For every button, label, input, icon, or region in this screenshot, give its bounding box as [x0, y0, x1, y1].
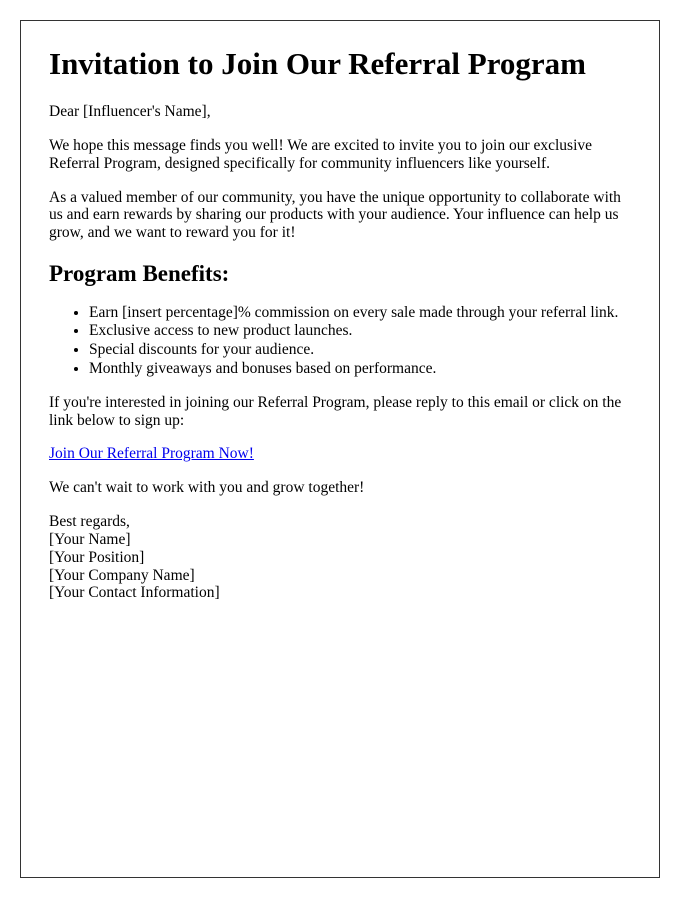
opportunity-paragraph: As a valued member of our community, you have the unique opportunity to collaborate with us and earn rewards by sharing our products with your audience. Your influence can help us grow, and we want to reward you for it! — [49, 188, 621, 242]
benefits-heading: Program Benefits: — [49, 260, 230, 286]
benefit-item: • Exclusive access to new product launches. — [89, 322, 631, 340]
signature-block — [49, 513, 631, 602]
intro-paragraph: We hope this message finds you well! We are excited to invite you to join our exclusive Referral Program, designed specifically for community influencers like yourself. — [49, 136, 593, 172]
signature-name: [Your Name] — [49, 530, 131, 548]
letter-page — [20, 20, 660, 878]
benefits-list — [49, 304, 631, 378]
cta-paragraph: If you're interested in joining our Referral Program, please reply to this email or click on the link below to sign up: — [49, 393, 622, 429]
benefit-item: • Special discounts for your audience. — [89, 341, 631, 359]
closing-paragraph: We can't wait to work with you and grow together! — [49, 479, 365, 497]
signature-company: [Your Company Name] — [49, 566, 195, 584]
signoff: Best regards, — [49, 513, 130, 531]
greeting: Dear [Influencer's Name], — [49, 103, 211, 121]
signature-position: [Your Position] — [49, 548, 145, 566]
letter-title: Invitation to Join Our Referral Program — [49, 46, 586, 81]
benefit-item: • Monthly giveaways and bonuses based on performance. — [89, 360, 631, 378]
signature-contact: [Your Contact Information] — [49, 584, 220, 602]
signup-link-wrapper — [49, 445, 631, 463]
benefit-item: • Earn [insert percentage]% commission on every sale made through your referral link. — [89, 304, 631, 322]
signup-link[interactable]: Join Our Referral Program Now! — [49, 445, 254, 463]
